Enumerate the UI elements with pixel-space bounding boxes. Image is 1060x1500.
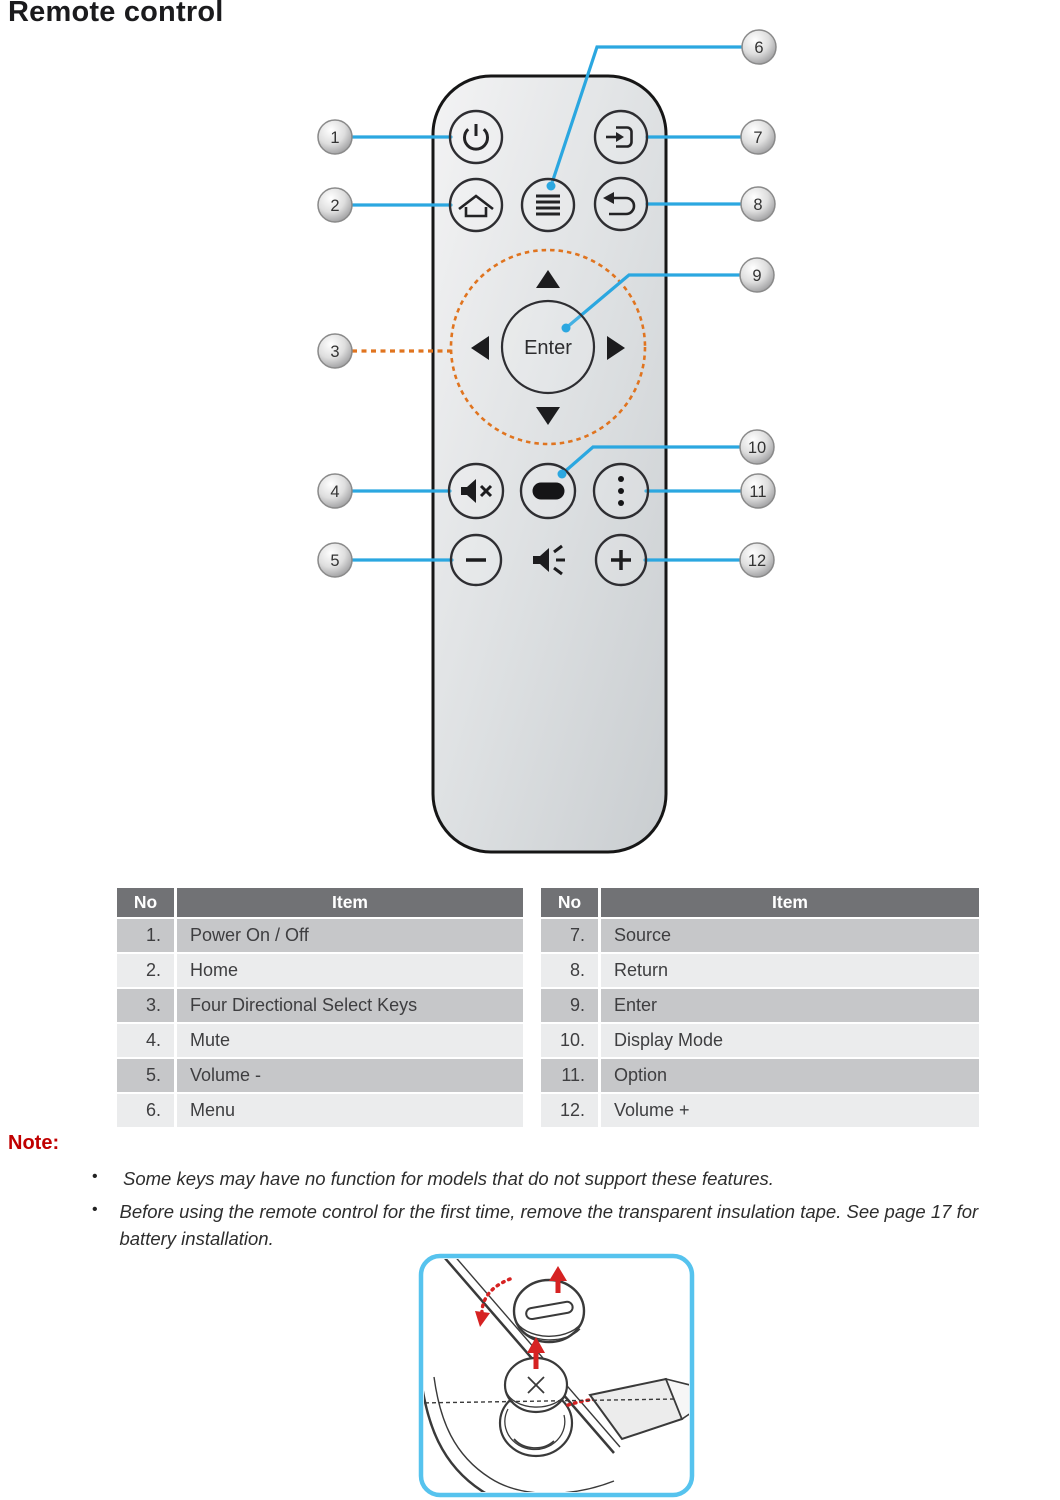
items-table-left bbox=[117, 888, 523, 1127]
table-cell-item: Display Mode bbox=[601, 1024, 979, 1057]
table-cell-item: Volume + bbox=[601, 1094, 979, 1127]
svg-text:5: 5 bbox=[330, 552, 340, 570]
column-header-no: No bbox=[117, 888, 174, 917]
table-cell-item: Four Directional Select Keys bbox=[177, 989, 523, 1022]
bullet-icon: • bbox=[92, 1201, 98, 1219]
table-cell-item: Enter bbox=[601, 989, 979, 1022]
source-button bbox=[595, 111, 647, 163]
bullet-icon: • bbox=[92, 1168, 98, 1185]
option-icon bbox=[618, 476, 624, 506]
svg-text:1: 1 bbox=[330, 129, 340, 147]
svg-text:6: 6 bbox=[754, 39, 764, 57]
callout-4 bbox=[318, 474, 352, 508]
battery-cover bbox=[514, 1280, 584, 1342]
table-cell-no: 5. bbox=[117, 1059, 174, 1092]
note-text: Some keys may have no function for models that do not support these features. bbox=[123, 1168, 774, 1189]
callout-6 bbox=[742, 30, 776, 64]
callout-3 bbox=[318, 334, 352, 368]
table-cell-item: Home bbox=[177, 954, 523, 987]
mute-button bbox=[449, 464, 503, 518]
table-cell-no: 11. bbox=[541, 1059, 598, 1092]
battery-installation-illustration bbox=[418, 1253, 695, 1498]
svg-text:9: 9 bbox=[752, 267, 762, 285]
note-text: Before using the remote control for the first time, remove the transparent insulation tape. See page 17 for battery installation. bbox=[119, 1201, 979, 1249]
callout-8 bbox=[741, 187, 775, 221]
table-cell-no: 4. bbox=[117, 1024, 174, 1057]
callout-5 bbox=[318, 543, 352, 577]
note-bullets bbox=[92, 1166, 1022, 1259]
display-mode-button bbox=[521, 464, 575, 518]
callout-12 bbox=[740, 543, 774, 577]
column-header-item: Item bbox=[601, 888, 979, 917]
callout-7 bbox=[741, 120, 775, 154]
svg-text:8: 8 bbox=[753, 196, 763, 214]
callout-1 bbox=[318, 120, 352, 154]
callout-10 bbox=[740, 430, 774, 464]
table-cell-item: Source bbox=[601, 919, 979, 952]
volume-minus-button bbox=[451, 535, 501, 585]
column-header-item: Item bbox=[177, 888, 523, 917]
items-table-right bbox=[541, 888, 979, 1127]
svg-text:7: 7 bbox=[753, 129, 763, 147]
table-cell-no: 1. bbox=[117, 919, 174, 952]
enter-label: Enter bbox=[524, 337, 572, 359]
table-cell-item: Menu bbox=[177, 1094, 523, 1127]
home-button bbox=[450, 179, 502, 231]
svg-text:2: 2 bbox=[330, 197, 340, 215]
table-cell-item: Volume - bbox=[177, 1059, 523, 1092]
table-cell-no: 9. bbox=[541, 989, 598, 1022]
option-button bbox=[594, 464, 648, 518]
power-button bbox=[450, 111, 502, 163]
display-mode-icon bbox=[533, 483, 565, 500]
svg-text:4: 4 bbox=[330, 483, 340, 501]
svg-text:3: 3 bbox=[330, 343, 340, 361]
table-cell-item: Option bbox=[601, 1059, 979, 1092]
note-bullet bbox=[92, 1166, 1022, 1192]
table-cell-no: 2. bbox=[117, 954, 174, 987]
return-button bbox=[595, 178, 647, 230]
table-cell-item: Power On / Off bbox=[177, 919, 523, 952]
note-label: Note: bbox=[8, 1132, 60, 1154]
callout-11 bbox=[741, 474, 775, 508]
page-title: Remote control bbox=[8, 0, 224, 28]
table-cell-no: 7. bbox=[541, 919, 598, 952]
callout-9 bbox=[740, 258, 774, 292]
volume-plus-button bbox=[596, 535, 646, 585]
note-bullet bbox=[92, 1199, 1022, 1252]
table-cell-no: 3. bbox=[117, 989, 174, 1022]
svg-text:12: 12 bbox=[747, 552, 767, 570]
svg-text:10: 10 bbox=[747, 439, 767, 457]
callout-2 bbox=[318, 188, 352, 222]
table-cell-no: 12. bbox=[541, 1094, 598, 1127]
table-cell-item: Return bbox=[601, 954, 979, 987]
column-header-no: No bbox=[541, 888, 598, 917]
table-cell-item: Mute bbox=[177, 1024, 523, 1057]
svg-text:11: 11 bbox=[749, 483, 767, 501]
table-cell-no: 6. bbox=[117, 1094, 174, 1127]
table-cell-no: 8. bbox=[541, 954, 598, 987]
table-cell-no: 10. bbox=[541, 1024, 598, 1057]
